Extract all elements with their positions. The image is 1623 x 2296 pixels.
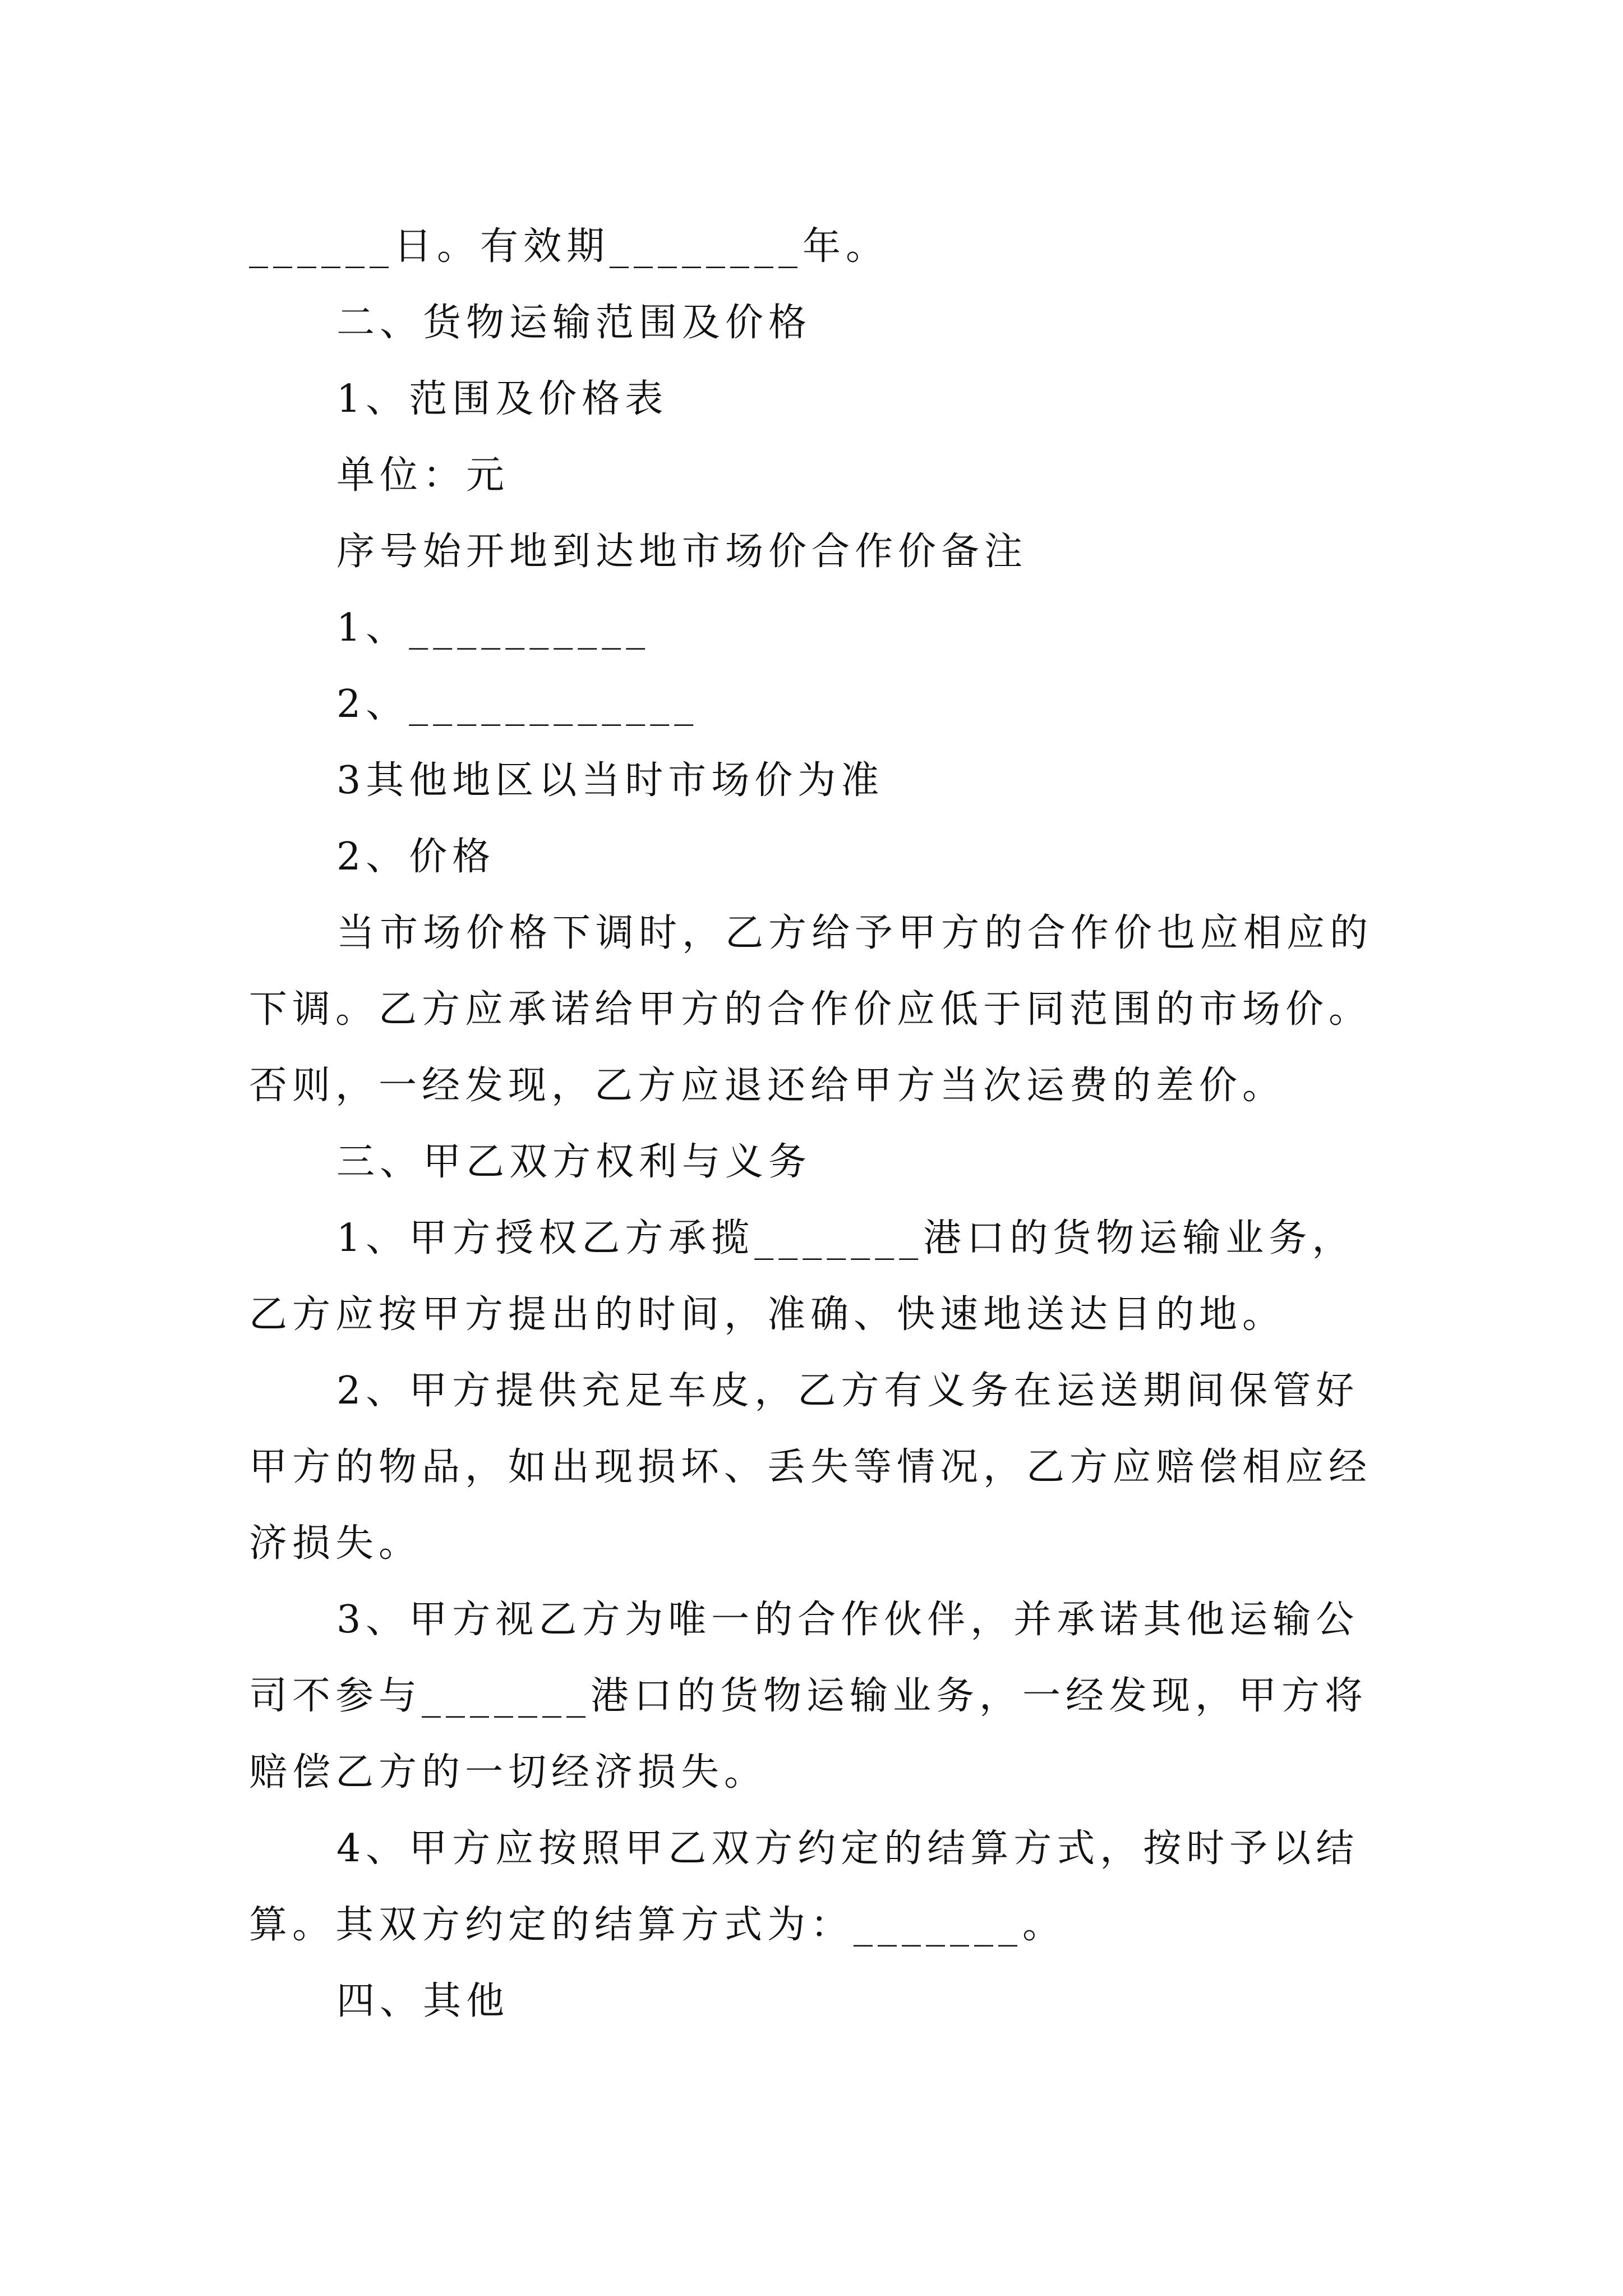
- subheading-price-table: 1、范围及价格表: [336, 377, 668, 421]
- document-body: [249, 209, 1393, 2040]
- table-row-1: 1、__________: [336, 606, 651, 650]
- paragraph-price-adjustment: 当市场价格下调时，乙方给予甲方的合作价也应相应的下调。乙方应承诺给甲方的合作价应低于同范围的市场价。否则，一经发现，乙方应退还给甲方当次运费的差价。: [249, 911, 1373, 1108]
- table-header-line: 序号始开地到达地市场价合作价备注: [336, 530, 1028, 574]
- heading-other: 四、其他: [336, 1979, 510, 2023]
- subheading-price: 2、价格: [336, 835, 496, 879]
- paragraph-unit: 单位：元: [336, 453, 510, 498]
- paragraph-clause-2: 2、甲方提供充足车皮，乙方有义务在运送期间保管好甲方的物品，如出现损坏、丢失等情况，乙方应赔偿相应经济损失。: [249, 1369, 1372, 1566]
- table-row-3: 3其他地区以当时市场价为准: [336, 758, 884, 803]
- heading-rights-and-obligations: 三、甲乙双方权利与义务: [336, 1140, 812, 1184]
- paragraph-clause-4: 4、甲方应按照甲乙双方约定的结算方式，按时予以结算。其双方约定的结算方式为：_______。: [249, 1826, 1359, 1947]
- paragraph-clause-3: 3、甲方视乙方为唯一的合作伙伴，并承诺其他运输公司不参与_______港口的货物运输业务，一经发现，甲方将赔偿乙方的一切经济损失。: [249, 1598, 1368, 1795]
- paragraph-validity-period: ______日。有效期________年。: [249, 224, 889, 269]
- table-row-2: 2、____________: [336, 682, 699, 726]
- paragraph-clause-1: 1、甲方授权乙方承揽_______港口的货物运输业务，乙方应按甲方提出的时间，准确、快速地送达目的地。: [249, 1216, 1355, 1337]
- heading-scope-and-price: 二、货物运输范围及价格: [336, 301, 812, 345]
